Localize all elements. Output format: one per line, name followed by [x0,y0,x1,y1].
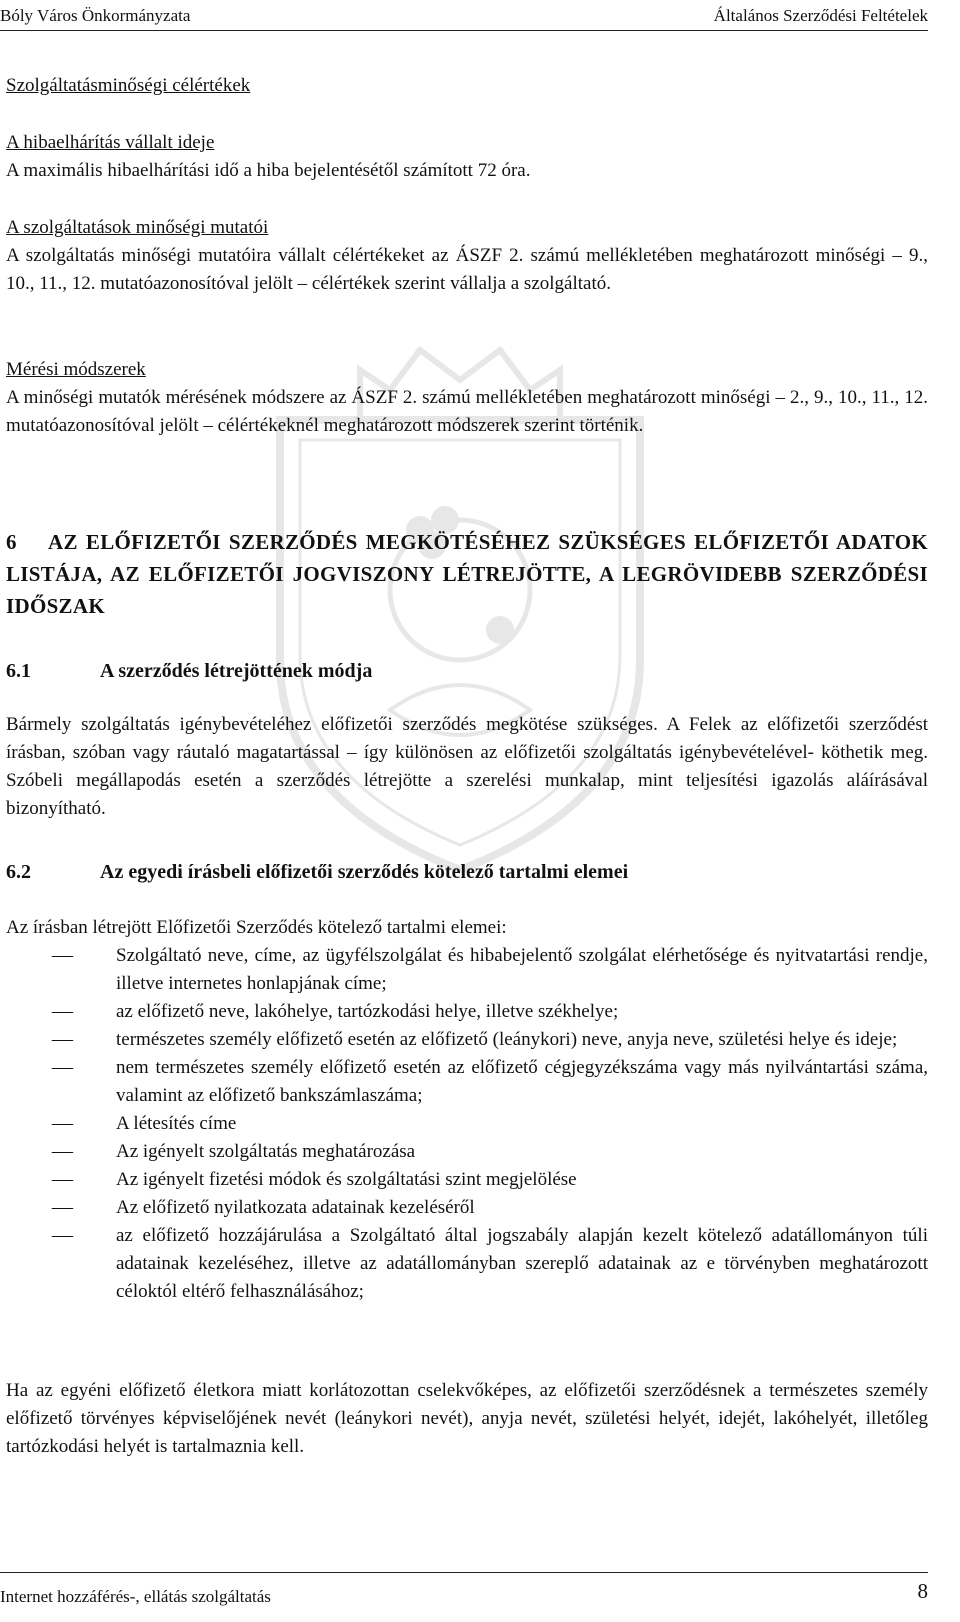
section-6-1-text: Bármely szolgáltatás igénybevételéhez előfizetői szerződés megkötése szükséges. A Felek az előfizetői szerződést írásban, szóban vagy ráutaló magatartással – így különösen az előfizetői szolgáltatás igénybevételével- köthetik meg. Szóbeli megállapodás esetén a szerződés létrejötte a szerelési munkalap, mint teljesítési igazolás aláírásával bizonyítható. [6,714,928,819]
list-item: – Az igényelt fizetési módok és szolgáltatási szint megjelölése [6,1166,928,1194]
quality-title: Szolgáltatásminőségi célértékek [6,75,251,96]
list-item: – Az előfizető nyilatkozata adatainak kezeléséről [6,1194,928,1222]
section-6-2-body [6,914,928,1306]
page-footer [0,1572,928,1613]
section-6-2-heading [6,857,928,887]
quality-section [6,72,928,100]
list-item: – Szolgáltató neve, címe, az ügyfélszolgálat és hibabejelentő szolgálat elérhetősége és nyitvatartási rendje, illetve internetes honlapjának címe; [6,942,928,998]
page-header [0,4,928,31]
header-municipality: Bóly Város Önkormányzata [0,6,191,25]
section-6-2-intro: Az írásban létrejött Előfizetői Szerződés kötelező tartalmi elemei: [6,917,507,938]
indicators-block [6,214,928,298]
section-6-heading [6,526,928,622]
list-item: – Az igényelt szolgáltatás meghatározása [6,1138,928,1166]
section-6-number: 6 [6,530,17,554]
section-6-1-title: A szerződés létrejöttének módja [100,660,373,682]
section-6-1-number: 6.1 [6,660,31,682]
repair-time-heading: A hibaelhárítás vállalt ideje [6,132,215,153]
list-item: – nem természetes személy előfizető esetén az előfizető cégjegyzékszáma vagy más nyilvántartási száma, valamint az előfizető bankszámlaszáma; [6,1054,928,1110]
section-6-2-number: 6.2 [6,861,31,883]
list-item: – természetes személy előfizető esetén az előfizető (leánykori) neve, anyja neve, születési helye és ideje; [6,1026,928,1054]
list-item: – az előfizető hozzájárulása a Szolgáltató által jogszabály alapján kezelt kötelező adatállományon túli adatainak kezeléséhez, illetve az adatállományban szereplő adatainak az e törvényben meghatározott céloktól eltérő felhasználásához; [6,1222,928,1306]
repair-time-block [6,129,928,185]
closing-text: Ha az egyéni előfizető életkora miatt korlátozottan cselekvőképes, az előfizetői szerződésnek a természetes személy előfizető törvényes képviselőjének nevét (leánykori nevét), anyja nevét, születési helyét, idejét, lakóhelyét, illetőleg tartózkodási helyét is tartalmaznia kell. [6,1380,928,1457]
page-number: 8 [917,1579,928,1603]
section-6-title: AZ ELŐFIZETŐI SZERZŐDÉS MEGKÖTÉSÉHEZ SZÜKSÉGES ELŐFIZETŐI ADATOK LISTÁJA, AZ ELŐFIZETŐI JOGVISZONY LÉTREJÖTTE, A LEGRÖVIDEBB SZERZŐDÉSI IDŐSZAK [6,530,928,618]
methods-block [6,356,928,440]
section-6-2-title: Az egyedi írásbeli előfizetői szerződés kötelező tartalmi elemei [100,861,629,883]
methods-heading: Mérési módszerek [6,359,146,380]
list-item: – A létesítés címe [6,1110,928,1138]
required-elements-list [6,942,928,1306]
section-6-1-body [6,711,928,823]
repair-time-text: A maximális hibaelhárítási idő a hiba bejelentésétől számított 72 óra. [6,160,531,181]
section-6-1-heading [6,656,928,686]
indicators-heading: A szolgáltatások minőségi mutatói [6,217,269,238]
header-document-title: Általános Szerződési Feltételek [713,6,928,25]
indicators-text: A szolgáltatás minőségi mutatóira vállalt célértékeket az ÁSZF 2. számú mellékletében meghatározott minőségi – 9., 10., 11., 12. mutatóazonosítóval jelölt – célértékek szerint vállalja a szolgáltató. [6,245,928,294]
list-item: – az előfizető neve, lakóhelye, tartózkodási helye, illetve székhelye; [6,998,928,1026]
footer-service-name: Internet hozzáférés-, ellátás szolgáltatás [0,1587,271,1606]
closing-paragraph [6,1377,928,1461]
methods-text: A minőségi mutatók mérésének módszere az ÁSZF 2. számú mellékletében meghatározott minőségi – 2., 9., 10., 11., 12. mutatóazonosítóval jelölt – célértékeknél meghatározott módszerek szerint történik. [6,387,928,436]
